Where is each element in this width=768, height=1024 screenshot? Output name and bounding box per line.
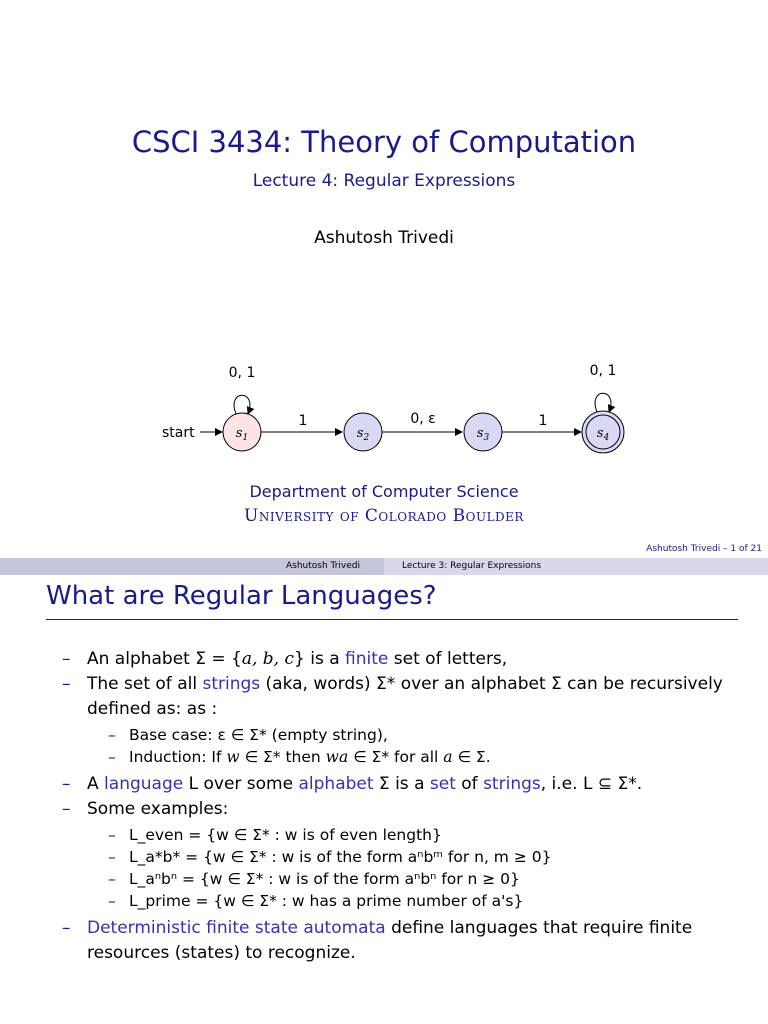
footer-author-segment <box>0 558 384 575</box>
state-s2-label: $s_2$ <box>356 426 370 443</box>
sub-bullet-base-case: – Base case: ε ∈ Σ* (empty string), <box>129 724 740 746</box>
footer-lecture-segment <box>384 558 768 575</box>
example-prime: – L_prime = {w ∈ Σ* : w has a prime number of a's} <box>129 890 740 912</box>
slide-subtitle: Lecture 4: Regular Expressions <box>252 171 516 191</box>
term-set: set <box>429 774 456 794</box>
bullet-list <box>60 647 740 966</box>
edge-s1-s2-label: 1 <box>298 413 308 429</box>
state-s1-label: $s_1$ <box>235 426 249 443</box>
loop-s4 <box>595 393 611 412</box>
edge-s3-s4-label: 1 <box>538 413 548 429</box>
example-astar-bstar: – L_a*b* = {w ∈ Σ* : w is of the form aⁿbᵐ for n, m ≥ 0} <box>129 846 740 868</box>
sub-bullet-induction: – Induction: If w ∈ Σ* then wa ∈ Σ* for all a ∈ Σ. <box>129 746 740 768</box>
department: Department of Computer Science <box>249 482 519 501</box>
term-dfa: Deterministic finite state automata <box>87 918 386 938</box>
example-even: – L_even = {w ∈ Σ* : w is of even length} <box>129 824 740 846</box>
author-name: Ashutosh Trivedi <box>314 228 454 248</box>
edge-s2-s3-label: 0, ε <box>410 411 436 427</box>
sub-list-strings <box>87 724 740 768</box>
examples-list <box>87 824 740 912</box>
bullet-examples: – Some examples: – L_even = {w ∈ Σ* : w is of even length} – L_a*b* = {w ∈ Σ* : w is of the form aⁿbᵐ for n, m ≥ 0} – L_aⁿbⁿ = {w ∈ Σ* : w is of the form aⁿbⁿ for n ≥ 0} – L_prime = {w ∈ Σ* : w has a prime number of a's} <box>60 797 740 912</box>
slide-title: CSCI 3434: Theory of Computation <box>131 125 637 159</box>
state-s4-label: $s_4$ <box>596 426 610 443</box>
loop-s1-label: 0, 1 <box>228 365 256 381</box>
bullet-dfa: – Deterministic finite state automata define languages that require finite resources (states) to recognize. <box>60 916 740 966</box>
term-strings-2: strings <box>483 774 541 794</box>
content-slide <box>0 575 768 1024</box>
term-strings: strings <box>202 674 261 694</box>
example-anbn: – L_aⁿbⁿ = {w ∈ Σ* : w is of the form aⁿbⁿ for n ≥ 0} <box>129 868 740 890</box>
university: University of Colorado Boulder <box>244 506 524 526</box>
footer-bar <box>0 558 768 575</box>
start-label: start <box>162 425 195 441</box>
bullet-alphabet: – An alphabet Σ = {a, b, c} is a finite set of letters, <box>60 647 740 672</box>
slide-heading: What are Regular Languages? <box>46 581 437 611</box>
bullet-language: – A language L over some alphabet Σ is a set of strings, i.e. L ⊆ Σ*. <box>60 772 740 797</box>
heading-rule <box>46 619 738 620</box>
loop-s1 <box>234 395 250 414</box>
automaton-diagram <box>0 355 768 465</box>
loop-s4-label: 0, 1 <box>589 363 617 379</box>
footer-author: Ashutosh Trivedi <box>286 561 360 571</box>
term-language: language <box>104 774 184 794</box>
term-alphabet: alphabet <box>298 774 374 794</box>
bullet-strings: – The set of all strings (aka, words) Σ* over an alphabet Σ can be recursively defined as: as : – Base case: ε ∈ Σ* (empty string), – Induction: If w ∈ Σ* then wa ∈ Σ* for all a ∈ Σ. <box>60 672 740 768</box>
slide-footer-page: Ashutosh Trivedi – 1 of 21 <box>646 544 762 554</box>
footer-lecture: Lecture 3: Regular Expressions <box>402 561 542 571</box>
state-s3-label: $s_3$ <box>476 426 490 443</box>
term-finite: finite <box>345 649 389 669</box>
